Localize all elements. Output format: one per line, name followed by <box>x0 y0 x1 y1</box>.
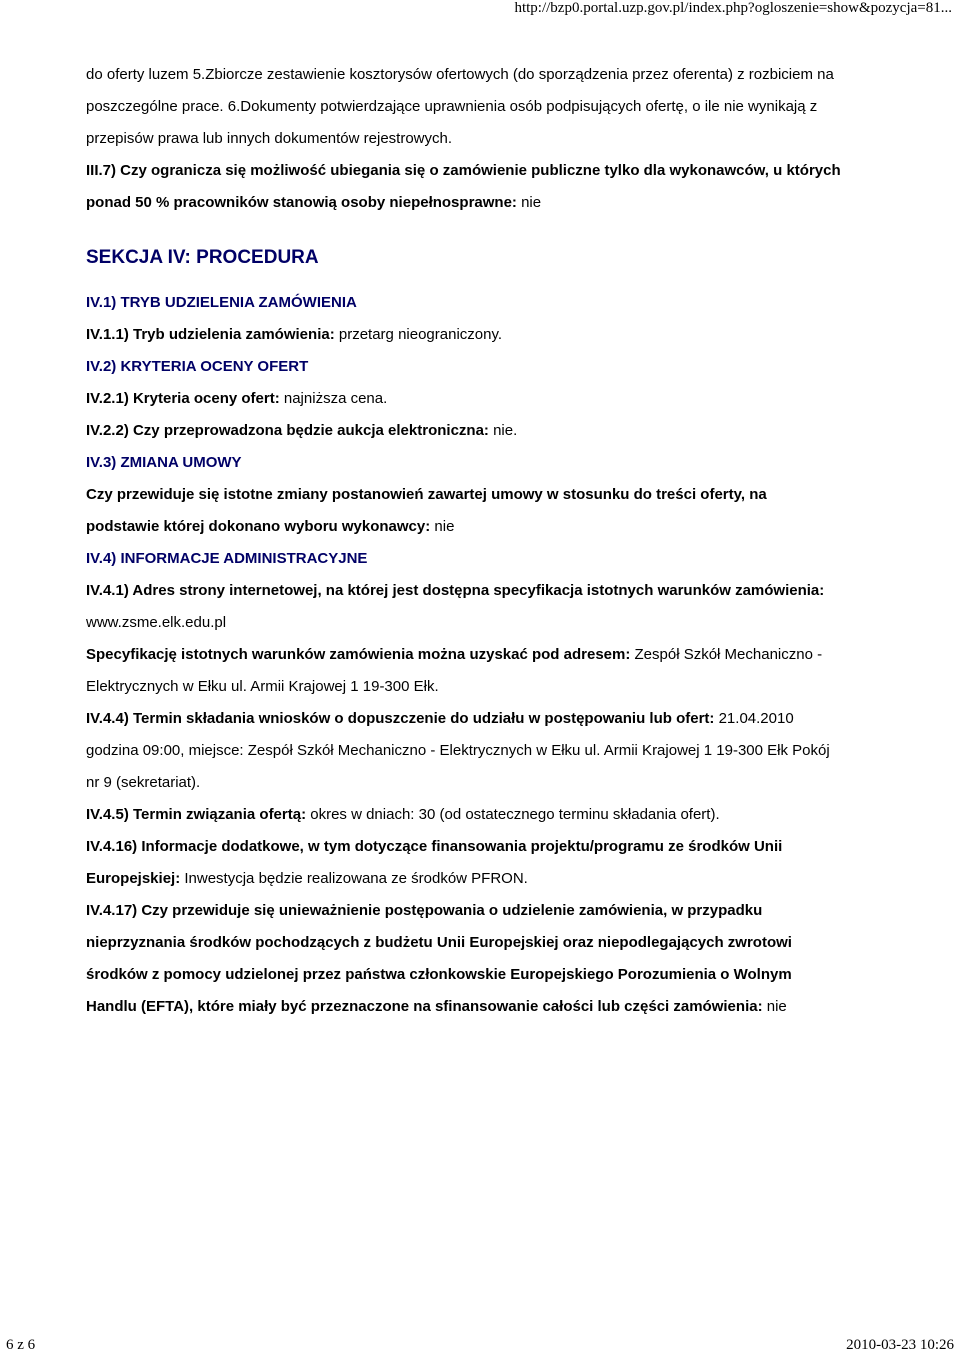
intro-line: przepisów prawa lub innych dokumentów rejestrowych. <box>86 130 453 147</box>
iv2-heading: IV.2) KRYTERIA OCENY OFERT <box>86 358 309 375</box>
spec-value-cont: Elektrycznych w Ełku ul. Armii Krajowej 1 19-300 Ełk. <box>86 678 439 695</box>
page-number: 6 z 6 <box>6 1337 36 1353</box>
iv3-heading: IV.3) ZMIANA UMOWY <box>86 454 242 471</box>
iv4-4-row <box>86 703 892 735</box>
iv4-17-row-cont <box>86 927 892 959</box>
iv4-5-value: okres w dniach: 30 (od ostatecznego terminu składania ofert). <box>306 806 720 823</box>
iv4-17-row-cont <box>86 959 892 991</box>
iv4-17-row <box>86 895 892 927</box>
iii7-question <box>86 155 892 187</box>
iv3-value: nie <box>430 518 455 535</box>
iii7-label: ponad 50 % pracowników stanowią osoby niepełnosprawne: <box>86 194 517 211</box>
iv4-5-label: IV.4.5) Termin związania ofertą: <box>86 806 307 823</box>
print-datetime: 2010-03-23 10:26 <box>846 1337 954 1353</box>
iv2-2-label: IV.2.2) Czy przeprowadzona będzie aukcja elektroniczna: <box>86 422 489 439</box>
spec-value: Zespół Szkół Mechaniczno - <box>630 646 823 663</box>
iv4-1-label: IV.4.1) Adres strony internetowej, na której jest dostępna specyfikacja istotnych warunków zamówienia: <box>86 582 825 599</box>
iii7-label: III.7) Czy ogranicza się możliwość ubiegania się o zamówienie publiczne tylko dla wykonawców, u których <box>86 162 841 179</box>
iv4-17-row-cont <box>86 991 892 1023</box>
iv4-1-row <box>86 575 892 607</box>
iv4-5-row <box>86 799 892 831</box>
iv4-4-value: 21.04.2010 <box>714 710 794 727</box>
iv4-17-value: nie <box>762 998 787 1015</box>
iv4-16-row <box>86 831 892 863</box>
iv4-17-label: nieprzyznania środków pochodzących z budżetu Unii Europejskiej oraz niepodlegających zwrotowi <box>86 934 792 951</box>
document-body <box>86 59 892 1023</box>
iv4-17-label: IV.4.17) Czy przewiduje się unieważnienie postępowania o udzielenie zamówienia, w przypadku <box>86 902 763 919</box>
iv1-label: IV.1.1) Tryb udzielenia zamówienia: <box>86 326 335 343</box>
iv4-16-row-cont <box>86 863 892 895</box>
spec-label: Specyfikację istotnych warunków zamówienia można uzyskać pod adresem: <box>86 646 631 663</box>
iv4-16-label: Europejskiej: <box>86 870 181 887</box>
iv4-16-label: IV.4.16) Informacje dodatkowe, w tym dotyczące finansowania projektu/programu ze środków Unii <box>86 838 783 855</box>
iii7-value: nie <box>516 194 542 211</box>
iv1-heading: IV.1) TRYB UDZIELENIA ZAMÓWIENIA <box>86 294 357 311</box>
iv4-1-value: www.zsme.elk.edu.pl <box>86 614 227 631</box>
iv3-label: Czy przewiduje się istotne zmiany postanowień zawartej umowy w stosunku do treści oferty, na <box>86 486 767 503</box>
iv4-4-value-cont: nr 9 (sekretariat). <box>86 774 201 791</box>
iii7-question-cont <box>86 187 892 219</box>
iv2-2-row <box>86 415 892 447</box>
iv2-1-row <box>86 383 892 415</box>
spec-row <box>86 639 892 671</box>
iv3-row <box>86 479 892 511</box>
iv3-label: podstawie której dokonano wyboru wykonawcy: <box>86 518 431 535</box>
iv2-2-value: nie. <box>488 422 518 439</box>
iv4-16-value: Inwestycja będzie realizowana ze środków PFRON. <box>180 870 528 887</box>
print-header-url: http://bzp0.portal.uzp.gov.pl/index.php?ogloszenie=show&pozycja=81... <box>514 0 952 16</box>
intro-line: do oferty luzem 5.Zbiorcze zestawienie kosztorysów ofertowych (do sporządzenia przez oferenta) z rozbiciem na <box>86 66 834 83</box>
iv2-1-label: IV.2.1) Kryteria oceny ofert: <box>86 390 280 407</box>
iv1-value: przetarg nieograniczony. <box>334 326 503 343</box>
iv2-1-value: najniższa cena. <box>279 390 388 407</box>
iv4-4-label: IV.4.4) Termin składania wniosków o dopuszczenie do udziału w postępowaniu lub ofert: <box>86 710 715 727</box>
intro-line: poszczególne prace. 6.Dokumenty potwierdzające uprawnienia osób podpisujących ofertę, o ile nie wynikają z <box>86 98 818 115</box>
iv4-4-value-cont: godzina 09:00, miejsce: Zespół Szkół Mechaniczno - Elektrycznych w Ełku ul. Armii Krajowej 1 19-300 Ełk Pokój <box>86 742 830 759</box>
iv1-row <box>86 319 892 351</box>
iv4-17-label: Handlu (EFTA), które miały być przeznaczone na sfinansowanie całości lub części zamówienia: <box>86 998 763 1015</box>
iv4-heading: IV.4) INFORMACJE ADMINISTRACYJNE <box>86 550 368 567</box>
section-heading: SEKCJA IV: PROCEDURA <box>86 247 319 268</box>
iv3-row-cont <box>86 511 892 543</box>
iv4-17-label: środków z pomocy udzielonej przez państwa członkowskie Europejskiego Porozumienia o Wolnym <box>86 966 792 983</box>
